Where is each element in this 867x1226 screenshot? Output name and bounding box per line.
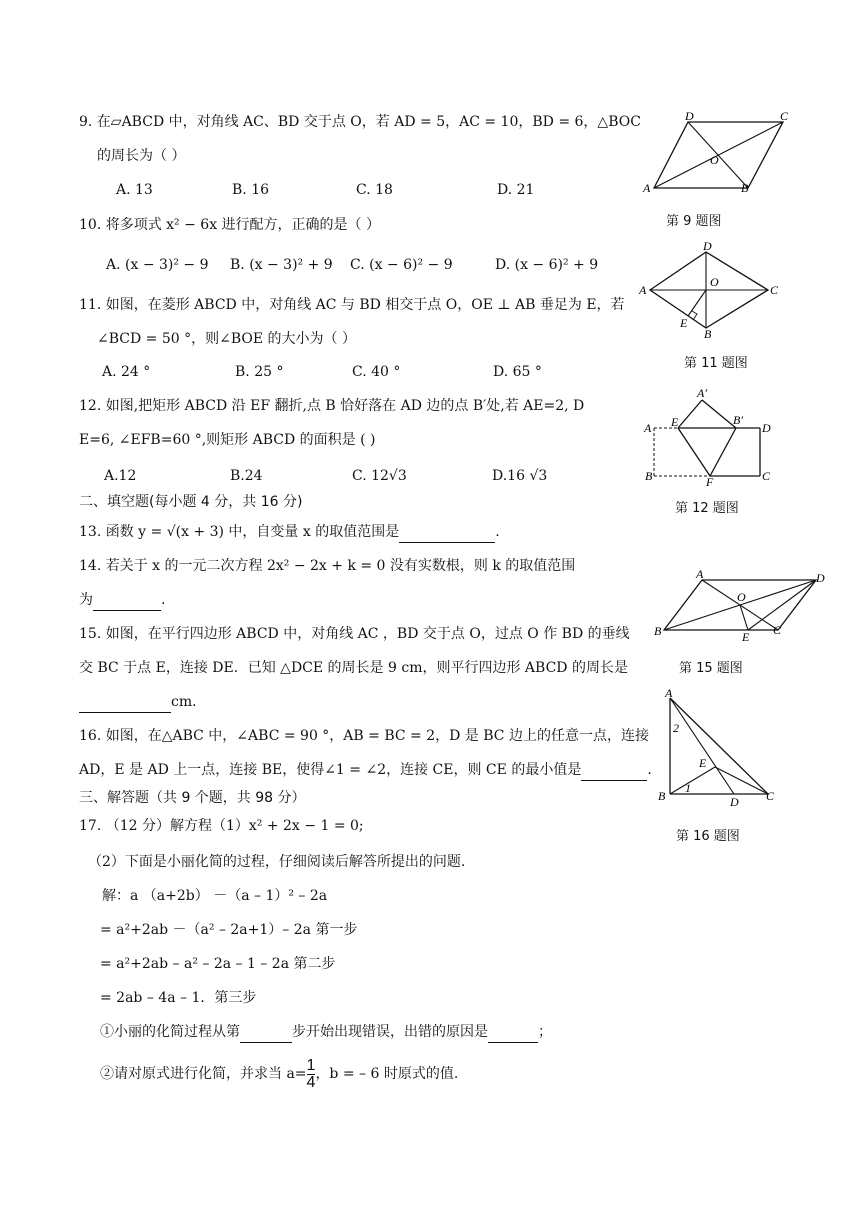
q16-line1: 16. 如图，在△ABC 中，∠ABC = 90 °，AB = BC = 2，D 是 BC 边上的任意一点，连接 <box>79 728 649 744</box>
q12-line1: 12. 如图,把矩形 ABCD 沿 EF 翻折,点 B 恰好落在 AD 边的点 B′处,若 AE=2, D <box>79 398 585 414</box>
q9-caption: 第 9 题图 <box>666 214 722 229</box>
q10-option-c: C. (x − 6)² − 9 <box>350 257 453 273</box>
section-2-heading: 二、填空题(每小题 4 分，共 16 分) <box>79 494 303 510</box>
q12-label-b-prime: B′ <box>733 413 743 427</box>
q12-label-d: D <box>762 421 771 435</box>
q15-line2: 交 BC 于点 E，连接 DE．已知 △DCE 的周长是 9 cm，则平行四边形 ABCD 的周长是 <box>79 660 628 676</box>
q17-line1: 17. （12 分）解方程（1）x² + 2x − 1 = 0; <box>79 818 364 834</box>
q17-sub1-mid: 步开始出现错误，出错的原因是 <box>292 1024 488 1040</box>
q17-sub1-end: ； <box>538 1024 552 1040</box>
q14-line1: 14. 若关于 x 的一元二次方程 2x² − 2x + k = 0 没有实数根，则 k 的取值范围 <box>79 558 576 574</box>
q12-option-d: D.16 √3 <box>492 468 548 484</box>
q17-reason-blank[interactable] <box>488 1022 538 1043</box>
q16-answer-blank[interactable] <box>581 760 647 781</box>
q9-label-o: O <box>710 153 719 167</box>
q15-caption: 第 15 题图 <box>679 661 743 676</box>
q15-unit: cm． <box>171 694 207 710</box>
q12-line2: E=6, ∠EFB=60 °,则矩形 ABCD 的面积是 ( ) <box>79 432 376 448</box>
q12-label-a-prime: A′ <box>697 386 707 400</box>
q9-option-b: B. 16 <box>232 182 270 198</box>
q11-option-d: D. 65 ° <box>493 364 542 380</box>
q16-figure <box>656 688 780 810</box>
q17-sub2 <box>100 1056 458 1092</box>
q12-option-a: A.12 <box>104 468 137 484</box>
q12-label-a: A <box>644 421 652 435</box>
q16-label-a: A <box>665 688 673 700</box>
q9-label-d: D <box>685 109 694 123</box>
q12-label-e: E <box>671 415 679 429</box>
section-3-heading: 三、解答题（共 9 个题，共 98 分） <box>79 790 306 806</box>
q10-option-b: B. (x − 3)² + 9 <box>230 257 333 273</box>
q16-line2 <box>79 760 652 781</box>
q14-text: 为 <box>79 592 93 608</box>
q11-figure <box>636 238 786 343</box>
q15-label-d: D <box>816 571 825 585</box>
q10-option-a: A. (x − 3)² − 9 <box>106 257 209 273</box>
q9-option-c: C. 18 <box>356 182 393 198</box>
q16-caption: 第 16 题图 <box>676 829 740 844</box>
q16-label-2: 2 <box>673 721 679 735</box>
q15-label-c: C <box>773 623 782 637</box>
q13-answer-blank[interactable] <box>399 522 495 543</box>
q11-line1: 11. 如图，在菱形 ABCD 中，对角线 AC 与 BD 相交于点 O，OE ⊥ AB 垂足为 E，若 <box>79 297 625 313</box>
q9-label-a: A <box>643 181 651 195</box>
q12-label-b: B <box>645 469 653 483</box>
q9-option-d: D. 21 <box>497 182 535 198</box>
q16-label-e: E <box>699 756 707 770</box>
q12-option-c: C. 12√3 <box>352 468 407 484</box>
q9-option-a: A. 13 <box>116 182 153 198</box>
q13-text: 13. 函数 y = √(x + 3) 中，自变量 x 的取值范围是 <box>79 524 400 540</box>
q11-label-e: E <box>680 316 688 330</box>
q11-label-d: D <box>703 239 712 253</box>
q17-sub2-text: ②请对原式进行化简，并求当 a= <box>100 1066 307 1082</box>
q16-text: AD，E 是 AD 上一点，连接 BE，使得∠1 = ∠2，连接 CE，则 CE 的最小值是 <box>79 762 582 778</box>
q9-line2: 的周长为（ ） <box>97 148 186 164</box>
q15-label-e: E <box>742 630 750 644</box>
q11-label-c: C <box>770 283 779 297</box>
q11-label-a: A <box>639 283 647 297</box>
q9-label-c: C <box>780 109 789 123</box>
q11-option-c: C. 40 ° <box>352 364 401 380</box>
q16-label-1: 1 <box>685 781 691 795</box>
q12-figure <box>640 386 780 486</box>
q17-frac-den: 4 <box>306 1073 316 1091</box>
q16-end: . <box>647 762 652 778</box>
q17-sub1 <box>100 1022 552 1043</box>
q12-caption: 第 12 题图 <box>675 501 739 516</box>
q12-option-b: B.24 <box>230 468 263 484</box>
q17-step-blank[interactable] <box>240 1022 292 1043</box>
q14-line2 <box>79 590 165 611</box>
q14-end: . <box>161 592 166 608</box>
q15-label-b: B <box>654 624 662 638</box>
q11-label-o: O <box>710 275 719 289</box>
q16-label-d: D <box>730 795 739 809</box>
q12-label-c: C <box>762 469 771 483</box>
q16-label-b: B <box>658 789 666 803</box>
q14-answer-blank[interactable] <box>93 590 161 611</box>
q13-end: . <box>495 524 500 540</box>
q11-option-a: A. 24 ° <box>102 364 151 380</box>
q12-label-f: F <box>706 475 714 486</box>
q17-step-2: = a²+2ab – a² – 2a – 1 – 2a 第二步 <box>100 956 336 972</box>
q17-sub1-text: ①小丽的化简过程从第 <box>100 1024 240 1040</box>
q11-caption: 第 11 题图 <box>684 356 748 371</box>
q11-label-b: B <box>704 327 712 341</box>
q9-figure <box>640 108 800 198</box>
q15-figure <box>650 566 830 646</box>
q15-line1: 15. 如图，在平行四边形 ABCD 中，对角线 AC ，BD 交于点 O，过点 O 作 BD 的垂线 <box>79 626 630 642</box>
q10-stem: 10. 将多项式 x² − 6x 进行配方，正确的是（ ） <box>79 217 381 233</box>
q16-label-c: C <box>766 789 775 803</box>
q17-step-3: = 2ab – 4a – 1．第三步 <box>100 990 257 1006</box>
q9-label-b: B <box>741 181 749 195</box>
q10-option-d: D. (x − 6)² + 9 <box>495 257 599 273</box>
q15-answer-blank[interactable] <box>79 692 171 713</box>
q13-line <box>79 522 500 543</box>
q11-line2: ∠BCD = 50 °，则∠BOE 的大小为（ ） <box>97 331 356 347</box>
q15-label-a: A <box>696 567 704 581</box>
q9-line1: 9. 在▱ABCD 中，对角线 AC、BD 交于点 O，若 AD = 5，AC = 10，BD = 6，△BOC <box>79 114 641 130</box>
q15-line3 <box>79 692 206 713</box>
q17-frac-num: 1 <box>306 1056 316 1074</box>
q17-step-0: 解：a （a+2b） －（a – 1）² – 2a <box>102 888 328 904</box>
q17-step-1: = a²+2ab －（a² – 2a+1）– 2a 第一步 <box>100 922 358 938</box>
q17-sub2-end: ，b = – 6 时原式的值. <box>315 1066 459 1082</box>
q11-option-b: B. 25 ° <box>235 364 284 380</box>
q15-label-o: O <box>737 590 746 604</box>
q17-part2: （2）下面是小丽化简的过程，仔细阅读后解答所提出的问题. <box>88 854 466 870</box>
